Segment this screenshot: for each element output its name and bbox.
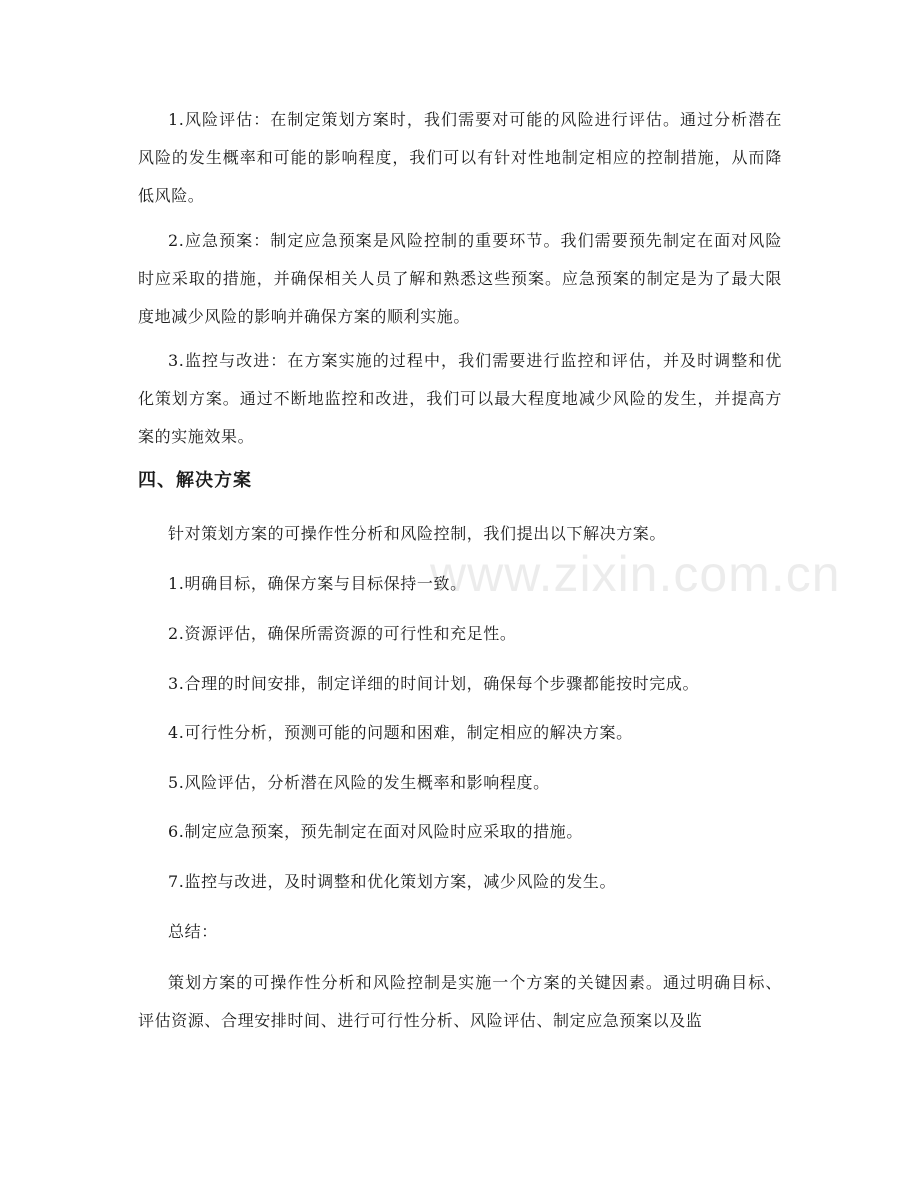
solution-item: 4.可行性分析，预测可能的问题和困难，制定相应的解决方案。: [168, 723, 633, 742]
summary-paragraph: 策划方案的可操作性分析和风险控制是实施一个方案的关键因素。通过明确目标、评估资源、合理安排时间、进行可行性分析、风险评估、制定应急预案以及监: [138, 973, 782, 1030]
section-heading: 四、解决方案: [138, 470, 252, 491]
solution-item: 5.风险评估，分析潜在风险的发生概率和影响程度。: [168, 773, 550, 792]
paragraph-monitoring: 3.监控与改进：在方案实施的过程中，我们需要进行监控和评估，并及时调整和优化策划方案。通过不断地监控和改进，我们可以最大程度地减少风险的发生，并提高方案的实施效果。: [138, 351, 782, 446]
solution-item: 6.制定应急预案，预先制定在面对风险时应采取的措施。: [168, 822, 583, 841]
solution-item: 7.监控与改进，及时调整和优化策划方案，减少风险的发生。: [168, 872, 617, 891]
watermark: www.zixin.com.cn: [430, 546, 841, 602]
solution-item: 3.合理的时间安排，制定详细的时间计划，确保每个步骤都能按时完成。: [168, 674, 700, 693]
paragraph-emergency-plan: 2.应急预案：制定应急预案是风险控制的重要环节。我们需要预先制定在面对风险时应采取的措施，并确保相关人员了解和熟悉这些预案。应急预案的制定是为了最大限度地减少风险的影响并确保方案的顺利实施。: [138, 231, 782, 326]
paragraph-risk-assessment: 1.风险评估：在制定策划方案时，我们需要对可能的风险进行评估。通过分析潜在风险的发生概率和可能的影响程度，我们可以有针对性地制定相应的控制措施，从而降低风险。: [138, 110, 782, 205]
solution-item: 2.资源评估，确保所需资源的可行性和充足性。: [168, 624, 517, 643]
solution-item: 1.明确目标，确保方案与目标保持一致。: [168, 574, 467, 593]
summary-label: 总结：: [168, 922, 218, 941]
intro-paragraph: 针对策划方案的可操作性分析和风险控制，我们提出以下解决方案。: [168, 524, 667, 543]
